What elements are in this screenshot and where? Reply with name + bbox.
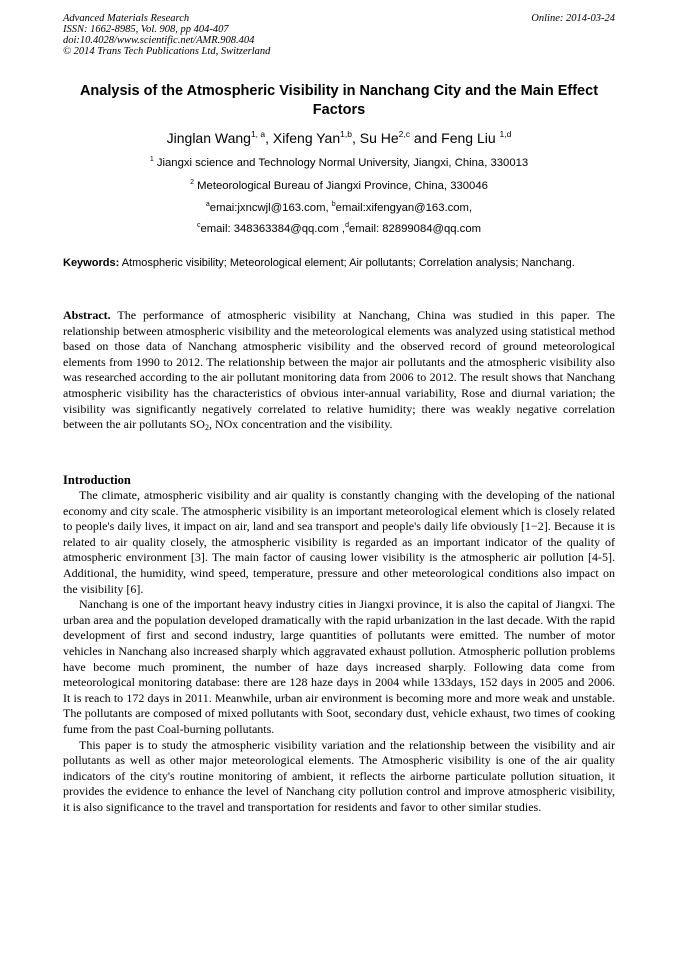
journal-name: Advanced Materials Research: [63, 13, 190, 24]
affiliation-number: 2: [190, 179, 194, 186]
email-text: emai:jxncwjl@163.com,: [209, 202, 332, 214]
affiliation-text: Jiangxi science and Technology Normal University, Jiangxi, China, 330013: [153, 157, 529, 169]
author-name: Feng Liu: [441, 130, 500, 146]
abstract-subscript: 2: [204, 423, 209, 433]
affiliation-text: Meteorological Bureau of Jiangxi Province, China, 330046: [194, 180, 488, 192]
author-name: Su He: [359, 130, 399, 146]
email-mark: b: [331, 201, 336, 208]
keywords-text: Atmospheric visibility; Meteorological element; Air pollutants; Correlation analysis; Nanchang.: [119, 257, 575, 269]
paragraph: This paper is to study the atmospheric visibility variation and the relationship between the visibility and air pollutants as well as other major meteorological elements. The Atmospheric visibility is one of the air quality indicators of the city's routine monitoring of ambient, it reflects the airborne particulate pollution situation, it provides the evidence to enhance the level of Nanchang city pollution control and improve atmospheric visibility, it is also significance to the travel and transportation for residents and favor to other similar studies.: [63, 737, 615, 814]
keywords-label: Keywords:: [63, 257, 120, 269]
journal-doi: doi:10.4028/www.scientific.net/AMR.908.404: [63, 35, 255, 46]
author-affiliation-mark: 1, a: [250, 129, 266, 139]
affiliation-number: 1: [149, 156, 154, 163]
email-text: email: 348363384@qq.com ,: [200, 223, 346, 235]
author-separator: ,: [265, 130, 273, 146]
email-mark: a: [205, 201, 210, 208]
email-text: email:xifengyan@163.com,: [335, 202, 473, 214]
author-affiliation-mark: 1,d: [499, 129, 512, 139]
email-line-2: [60, 222, 618, 236]
paragraph: Nanchang is one of the important heavy industry cities in Jiangxi province, it is also the capital of Jiangxi. The urban area and the population developed dramatically with the rapid urbanization in the last decade. With the rapid development of first and second industry, large quantities of pollutants were emitted. The number of motor vehicles in Nanchang also increased sharply which aggravated exhaust pollution. Atmospheric pollution problems have become much prominent, the number of haze days increased sharply. Following data come from meteorological monitoring database: there are 128 haze days in 2004 while 133days, 152 days in 2005 and 2006. It is reach to 172 days in 2011. Meanwhile, urban air environment is becoming more and more weak and unstable. The pollutants are composed of mixed pollutants with Soot, secondary dust, vehicle exhaust, two times of cooking fume from the past Coal-burning pollutants.: [63, 597, 615, 736]
author-name: Xifeng Yan: [272, 130, 341, 146]
paper-title: Analysis of the Atmospheric Visibility in Nanchang City and the Main Effect Factors: [79, 83, 599, 118]
email-mark: d: [345, 222, 349, 229]
author-affiliation-mark: 2,c: [398, 129, 411, 139]
keywords: [63, 257, 615, 271]
abstract: [63, 308, 615, 433]
introduction-body: [63, 488, 615, 815]
email-mark: c: [196, 222, 201, 229]
paragraph: The climate, atmospheric visibility and air quality is constantly changing with the developing of the national economy and city scale. The atmospheric visibility is an important meteorological element which is closely related to people's daily lives, it impact on air, land and sea transport and people's daily life obviously [1−2]. Because it is related to air quality closely, the atmospheric visibility is regarded as an important indicator of the quality of atmospheric environment [3]. The main factor of causing lower visibility is the atmospheric air pollution [4-5]. Additional, the humidity, wind speed, temperature, pressure and other meteorological conditions also impact on the visibility [6].: [63, 488, 615, 596]
email-line-1: [60, 201, 618, 215]
abstract-text-end: , NOx concentration and the visibility.: [208, 417, 393, 432]
abstract-text: The performance of atmospheric visibility at Nanchang, China was studied in this paper. The relationship between atmospheric visibility and the meteorological elements was analyzed using statistical method based on those data of Nanchang atmospheric visibility and the observed record of ground meteorological elements from 1990 to 2012. The relationship between the major air pollutants and the atmospheric visibility also was researched according to the air pollutant monitoring data from 2006 to 2012. The result shows that Nanchang atmospheric visibility has the characteristics of obvious inter-annual variability, Rose and diurnal variation; the visibility was significantly negatively correlated to relative humidity; there was weakly negative correlation between the air pollutants SO: [63, 308, 615, 432]
author-affiliation-mark: 1,b: [340, 129, 352, 139]
author-separator: and: [410, 130, 442, 146]
journal-header: [63, 13, 615, 57]
online-date: Online: 2014-03-24: [531, 13, 615, 24]
journal-issn: ISSN: 1662-8985, Vol. 908, pp 404-407: [63, 24, 229, 35]
email-text: email: 82899084@qq.com: [348, 223, 482, 235]
author-name: Jinglan Wang: [166, 130, 251, 146]
section-heading-introduction: Introduction: [63, 473, 131, 487]
author-list: [60, 128, 618, 148]
author-separator: ,: [351, 130, 360, 146]
affiliation-2: [60, 179, 618, 193]
journal-copyright: © 2014 Trans Tech Publications Ltd, Switzerland: [63, 46, 271, 57]
affiliation-1: [60, 156, 618, 170]
abstract-label: Abstract.: [63, 308, 111, 322]
